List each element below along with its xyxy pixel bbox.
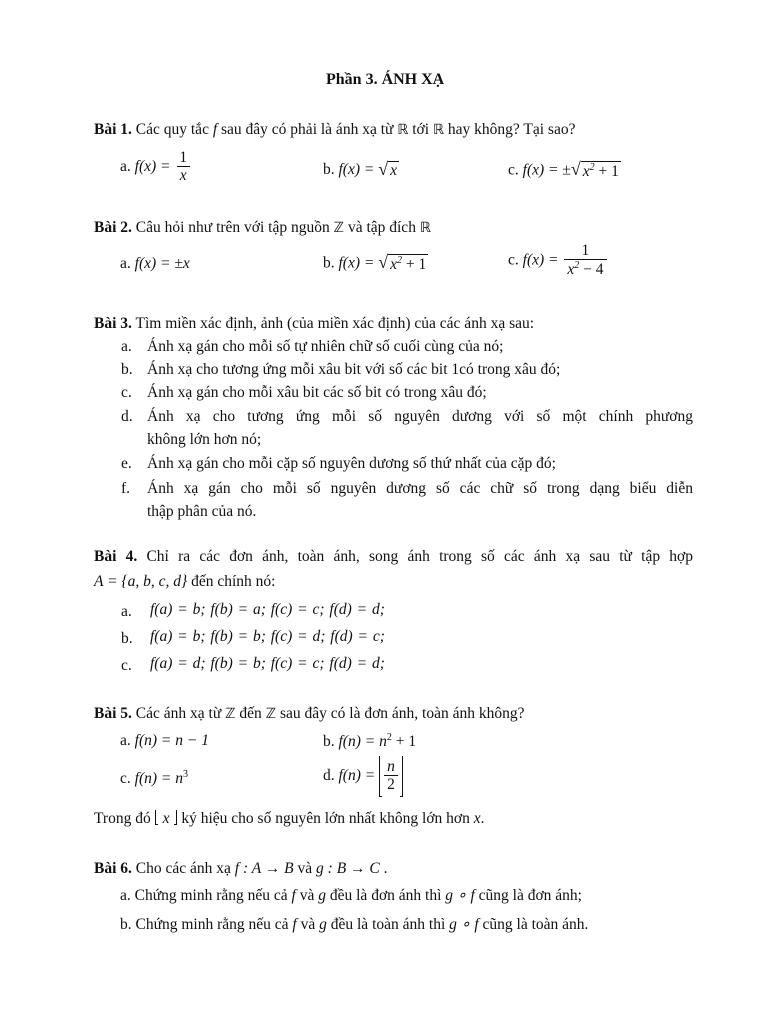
list-item-continuation: thập phân của nó. [147, 503, 257, 520]
exercise-1-label: Bài 1. [94, 121, 132, 138]
fraction: $\frac{1}{x^2 - 4}$ [564, 243, 606, 279]
list-item: f(a) = b; f(b) = b; f(c) = d; f(d) = c; [150, 628, 385, 645]
exercise-6-statement: Bài 6. Cho các ánh xạ f : A → B và g : B → C . [94, 860, 388, 877]
page-title: Phần 3. ÁNH XẠ [326, 71, 445, 88]
list-item-continuation: không lớn hơn nó; [147, 431, 262, 448]
exercise-1-item-b: b. f(x) = √ x [323, 159, 397, 179]
list-item-label: d. [121, 408, 133, 425]
exercise-4-label: Bài 4. [94, 548, 138, 565]
list-item: f(a) = d; f(b) = b; f(c) = c; f(d) = d; [150, 655, 385, 672]
list-item-label: f. [121, 480, 131, 497]
floor-note: Trong đó x ký hiệu cho số nguyên lớn nhất không lớn hơn x. [94, 810, 485, 827]
list-item: Ánh xạ cho tương ứng mỗi xâu bit với số các bit 1có trong xâu đó; [147, 361, 561, 378]
list-item: Ánh xạ cho tương ứng mỗi số nguyên dương với số một chính phương [147, 408, 693, 425]
fraction: $\frac{1}{x}$ [176, 150, 190, 185]
exercise-1-item-a: a. f(x) = $\frac{1}{x}$ [120, 150, 192, 185]
sqrt: √ x [378, 159, 397, 179]
sqrt: √ $x^2 + 1$ [378, 252, 427, 274]
list-item: Ánh xạ gán cho mỗi số tự nhiên chữ số cuối cùng của nó; [147, 338, 504, 355]
exercise-2-item-a: a. f(x) = ±x [120, 255, 190, 272]
list-item: Ánh xạ gán cho mỗi xâu bit các số bit có trong xâu đó; [147, 384, 487, 401]
list-item-label: c. [121, 657, 132, 674]
exercise-1-item-c: c. f(x) = ± √ $x^2 + 1$ [508, 159, 619, 181]
list-item-label: a. [121, 603, 132, 620]
list-item: Ánh xạ gán cho mỗi cặp số nguyên dương số thứ nhất của cặp đó; [147, 455, 556, 472]
exercise-5-item-b: b. $f(n) = n^2 + 1$ [323, 732, 417, 751]
list-item-label: b. [121, 630, 133, 647]
exercise-2-item-c: c. f(x) = $\frac{1}{x^2 - 4}$ [508, 243, 609, 279]
exercise-2-item-b: b. f(x) = √ $x^2 + 1$ [323, 252, 427, 274]
exercise-4-statement-cont: A = {a, b, c, d} đến chính nó: [94, 573, 276, 590]
floor-function: $\frac{n}{2}$ [379, 756, 403, 797]
exercise-3-label: Bài 3. [94, 315, 132, 332]
exercise-1-statement: Bài 1. Các quy tắc f sau đây có phải là ánh xạ từ ℝ tới ℝ hay không? Tại sao? [94, 121, 576, 138]
exercise-5-item-c: c. $f(n) = n^3$ [120, 769, 188, 788]
list-item-label: b. [121, 361, 133, 378]
exercise-5-item-a: a. f(n) = n − 1 [120, 732, 209, 749]
exercise-6-item-b: b. Chứng minh rằng nếu cả f và g đều là toàn ánh thì g ∘ f cũng là toàn ánh. [120, 916, 589, 933]
list-item: Ánh xạ gán cho mỗi số nguyên dương số các chữ số trong dạng biểu diễn [147, 480, 693, 497]
exercise-4-statement: Bài 4. Chỉ ra các đơn ánh, toàn ánh, song ánh trong số các ánh xạ sau từ tập hợp [94, 548, 693, 565]
exercise-3-statement: Bài 3. Tìm miền xác định, ảnh (của miền xác định) của các ánh xạ sau: [94, 315, 535, 332]
exercise-6-label: Bài 6. [94, 860, 132, 877]
sqrt: √ $x^2 + 1$ [570, 159, 619, 181]
list-item-label: c. [121, 384, 132, 401]
exercise-6-item-a: a. Chứng minh rằng nếu cả f và g đều là đơn ánh thì g ∘ f cũng là đơn ánh; [120, 887, 582, 904]
set-definition: A = {a, b, c, d} [94, 573, 188, 590]
exercise-5-label: Bài 5. [94, 705, 132, 722]
exercise-5-item-d: d. f(n) = $\frac{n}{2}$ [323, 756, 403, 797]
exercise-2-statement: Bài 2. Câu hỏi như trên với tập nguồn ℤ và tập đích ℝ [94, 219, 431, 236]
list-item: f(a) = b; f(b) = a; f(c) = c; f(d) = d; [150, 601, 385, 618]
exercise-5-statement: Bài 5. Các ánh xạ từ ℤ đến ℤ sau đây có là đơn ánh, toàn ánh không? [94, 705, 525, 722]
list-item-label: e. [121, 455, 132, 472]
list-item-label: a. [121, 338, 132, 355]
exercise-2-label: Bài 2. [94, 219, 132, 236]
